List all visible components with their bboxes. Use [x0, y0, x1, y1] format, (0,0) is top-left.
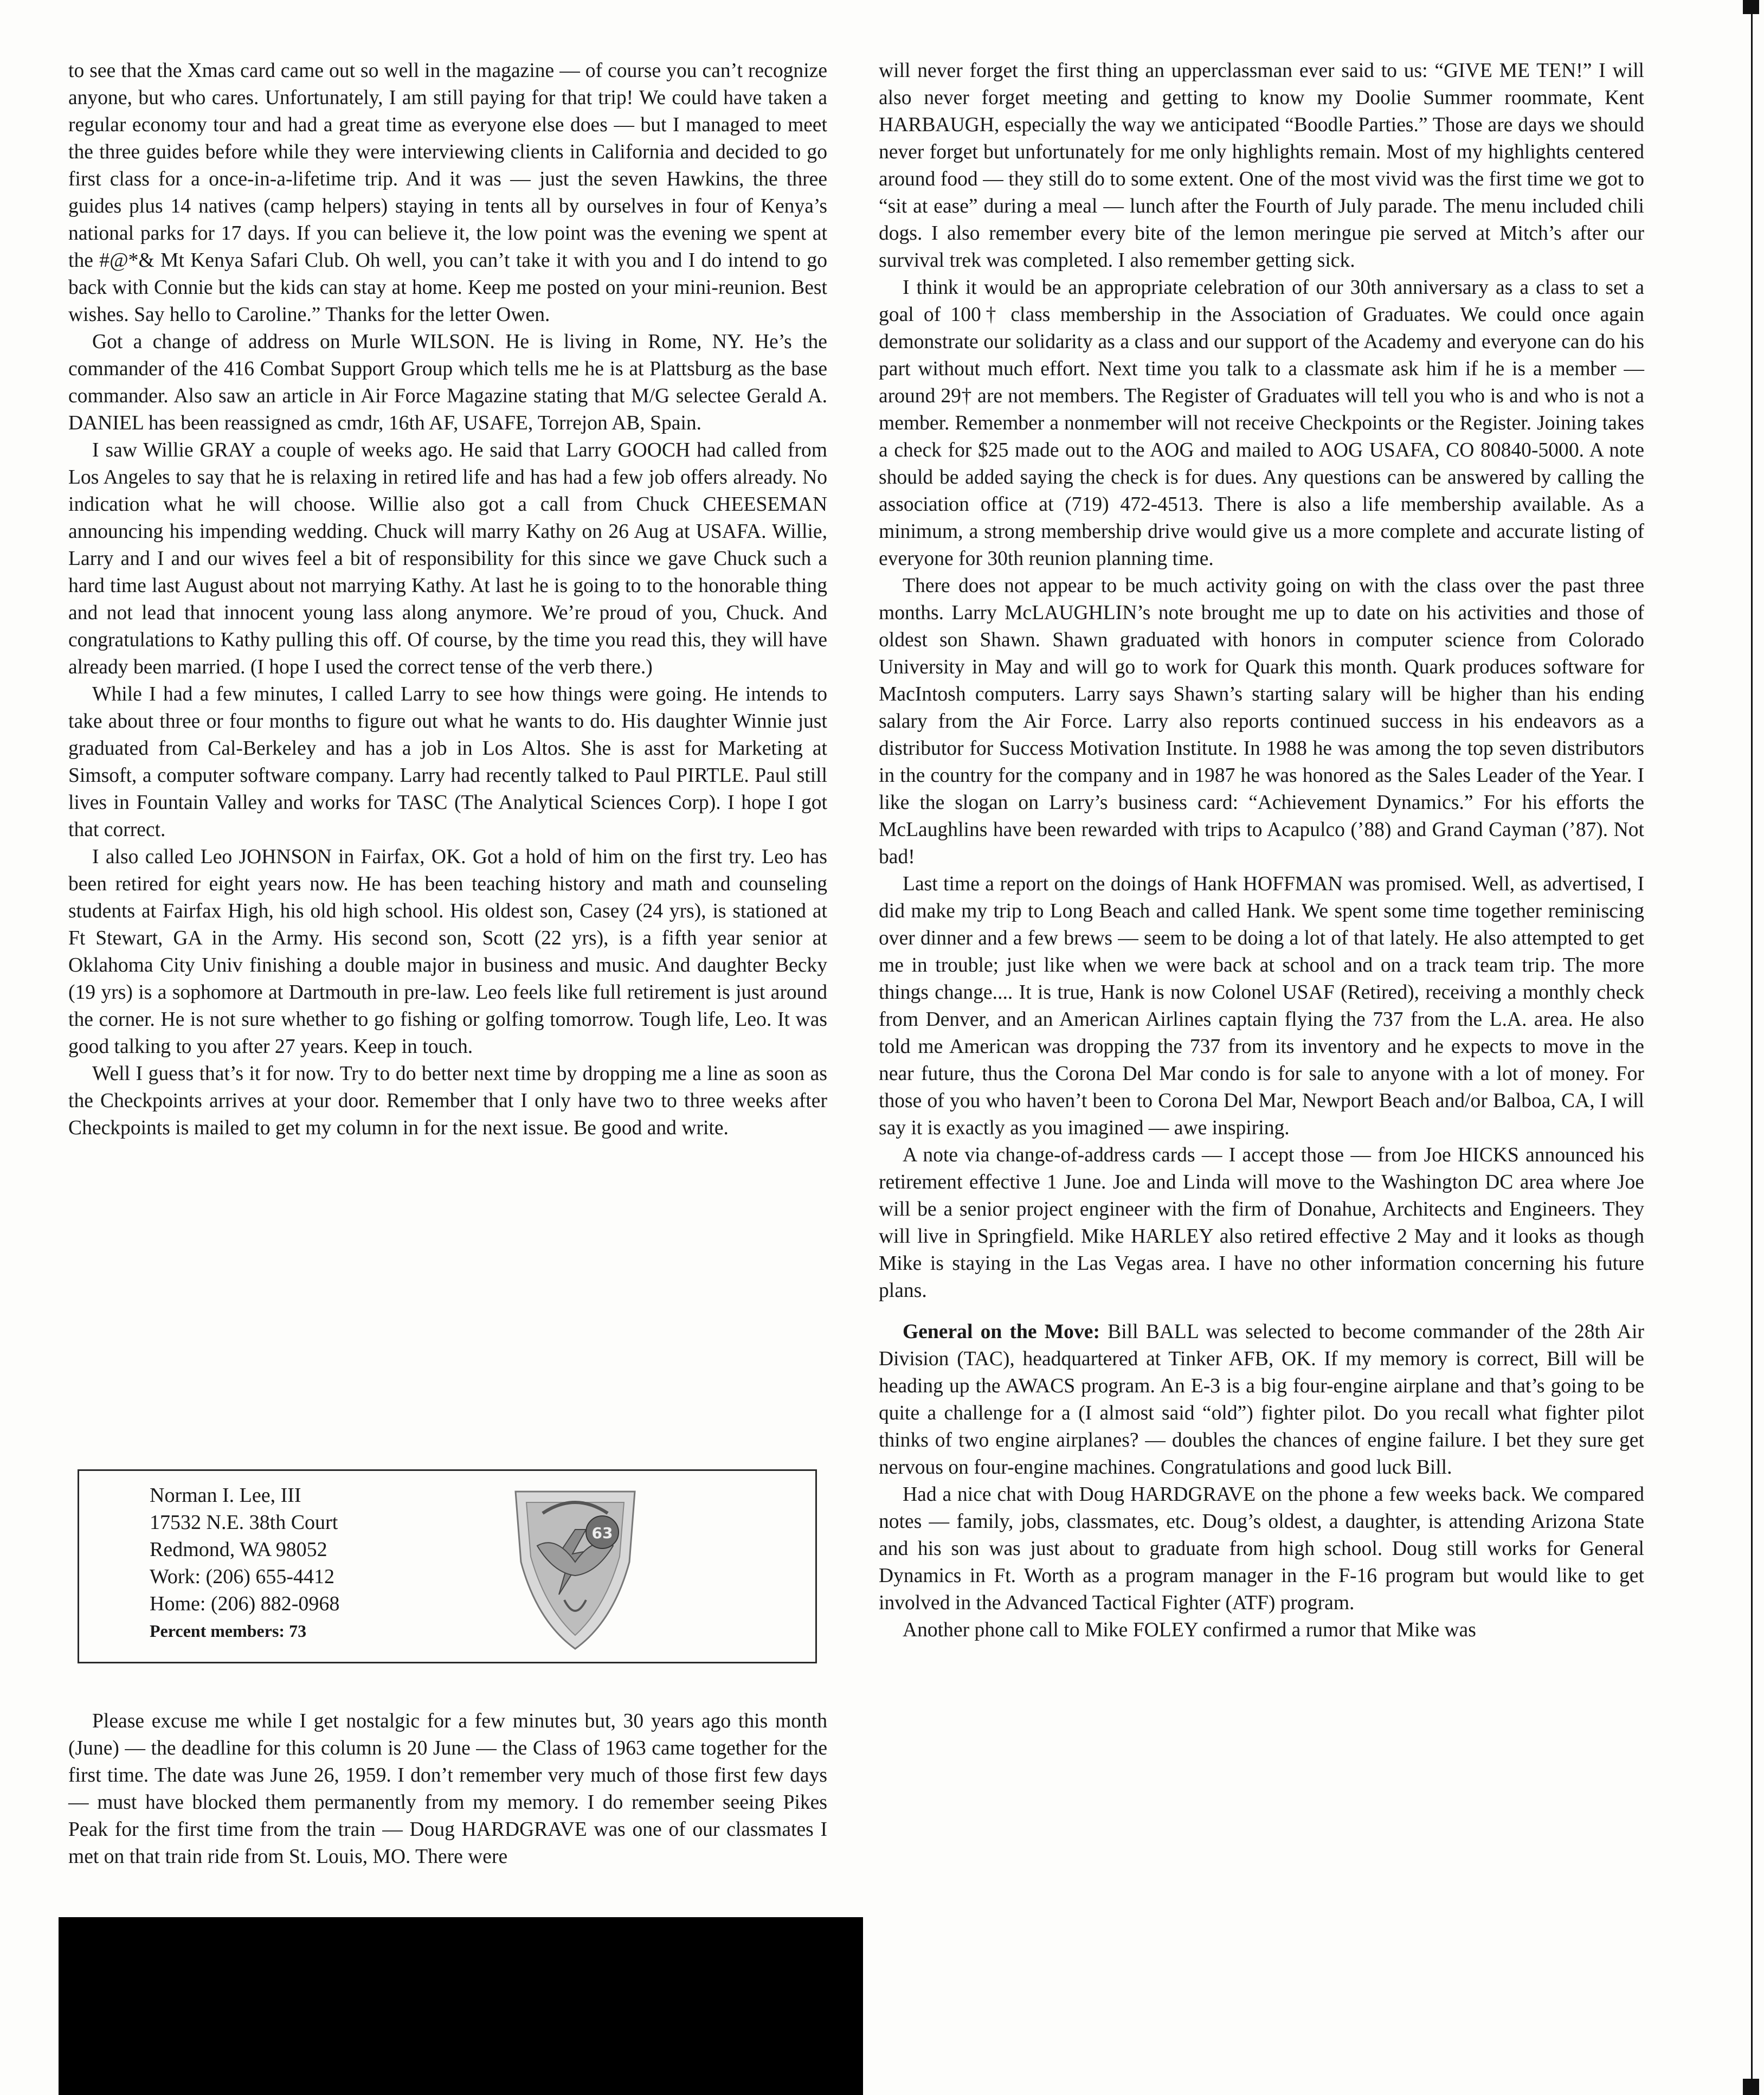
- paragraph: While I had a few minutes, I called Larry to see how things were going. He intends to take about three or four months to figure out what he wants to do. His daughter Winnie just graduated from Cal-Berkeley and has a job in Los Altos. She is asst for Marketing at Simsoft, a computer software company. Larry had recently talked to Paul PIRTLE. Paul still lives in Fountain Valley and works for TASC (The Analytical Sciences Corp). I hope I got that correct.: [68, 683, 827, 841]
- paragraph: There does not appear to be much activity going on with the class over the past three months. Larry McLAUGHLIN’s note brought me up to date on his activities and those of oldest son Shawn. Shawn graduated with honors in computer science from Colorado University in May and will go to work for Quark this month. Quark produces software for MacIntosh computers. Larry says Shawn’s starting salary will be higher than his ending salary from the Air Force. Larry also reports continued success in his endeavors as a distributor for Success Motivation Institute. In 1988 he was among the top seven distributors in the country for the company and in 1987 he was honored as the Sales Leader of the Year. I like the slogan on Larry’s business card: “Achievement Dynamics.” For his efforts the McLaughlins have been rewarded with trips to Acapulco (’88) and Grand Cayman (’87). Not bad!: [879, 575, 1644, 868]
- contact-city: Redmond, WA 98052: [150, 1538, 327, 1561]
- redaction-bar: [59, 1917, 863, 2095]
- paragraph: Well I guess that’s it for now. Try to do better next time by dropping me a line as soon as the Checkpoints arrives at your door. Remember that I only have two to three weeks after Checkpoints is mailed to get my column in for the next issue. Be good and write.: [68, 1063, 827, 1139]
- paragraph: A note via change-of-address cards — I accept those — from Joe HICKS announced his retirement effective 1 June. Joe and Linda will move to the Washington DC area where Joe will be a senior project engineer with the firm of Donahue, Architects and Engineers. They will live in Springfield. Mike HARLEY also retired effective 2 May and it looks as though Mike is staying in the Las Vegas area. I have no other information concerning his future plans.: [879, 1144, 1644, 1302]
- contact-address: [150, 1482, 339, 1644]
- percent-members: Percent members: 73: [150, 1621, 307, 1641]
- paragraph: to see that the Xmas card came out so well in the magazine — of course you can’t recognize anyone, but who cares. Unfortunately, I am still paying for that trip! We could have taken a regular economy tour and had a great time as everyone else does — but I managed to meet the three guides before while they were interviewing clients in California and decided to go first class for a once-in-a-lifetime trip. And it was — just the seven Hawkins, the three guides plus 14 natives (camp helpers) staying in tents all by ourselves in four of Kenya’s national parks for 17 days. If you can believe it, the low point was the evening we spent at the #@*& Mt Kenya Safari Club. Oh well, you can’t take it with you and I do intend to go back with Connie but the kids can stay at home. Keep me posted on your mini-reunion. Best wishes. Say hello to Caroline.” Thanks for the letter Owen.: [68, 60, 827, 326]
- paragraph: Had a nice chat with Doug HARDGRAVE on the phone a few weeks back. We compared notes — family, jobs, classmates, etc. Doug’s oldest, a daughter, is attending Arizona State and his son was just about to graduate from high school. Doug still works for General Dynamics in Ft. Worth as a program manager in the F-16 program but would like to get involved in the Advanced Tactical Fighter (ATF) program.: [879, 1483, 1644, 1614]
- contact-street: 17532 N.E. 38th Court: [150, 1511, 338, 1534]
- paragraph: I saw Willie GRAY a couple of weeks ago. He said that Larry GOOCH had called from Los Angeles to say that he is relaxing in retired life and has had a few job offers already. No indication what he will choose. Willie also got a call from Chuck CHEESEMAN announcing his impending wedding. Chuck will marry Kathy on 26 Aug at USAFA. Willie, Larry and I and our wives feel a bit of responsibility for this since we gave Chuck such a hard time last August about not marrying Kathy. At last he is going to to the honorable thing and not lead that innocent young lass along anymore. We’re proud of you, Chuck. And congratulations to Kathy pulling this off. Of course, by the time you read this, they will have already been married. (I hope I used the correct tense of the verb there.): [68, 439, 827, 678]
- paragraph: Another phone call to Mike FOLEY confirmed a rumor that Mike was: [903, 1619, 1476, 1641]
- right-column: [879, 57, 1644, 1644]
- page-edge-mark: [1743, 2079, 1759, 2095]
- contact-name: Norman I. Lee, III: [150, 1484, 301, 1507]
- contact-home-phone: Home: (206) 882-0968: [150, 1592, 340, 1615]
- paragraph: will never forget the first thing an upperclassman ever said to us: “GIVE ME TEN!” I will also never forget meeting and getting to know my Doolie Summer roommate, Kent HARBAUGH, especially the way we anticipated “Boodle Parties.” Those are days we should never forget but unfortunately for me only highlights remain. Most of my highlights centered around food — they still do to some extent. One of the most vivid was the first time we got to “sit at ease” during a meal — lunch after the Fourth of July parade. The menu included chili dogs. I also remember every bite of the lemon meringue pie served at Mitch’s after our survival trek was completed. I also remember getting sick.: [879, 60, 1644, 272]
- left-column-lower: [68, 1708, 827, 1871]
- section-heading: General on the Move:: [903, 1321, 1100, 1343]
- paragraph: Please excuse me while I get nostalgic for a few minutes but, 30 years ago this month (June) — the deadline for this column is 20 June — the Class of 1963 came together for the first time. The date was June 26, 1959. I don’t remember very much of those first few days — must have blocked them permanently from my memory. I do remember seeing Pikes Peak for the first time from the train — Doug HARDGRAVE was one of our classmates I met on that train ride from St. Louis, MO. There were: [68, 1710, 827, 1868]
- general-on-the-move-paragraph: [879, 1319, 1644, 1481]
- paragraph: I also called Leo JOHNSON in Fairfax, OK. Got a hold of him on the first try. Leo has been retired for eight years now. He has been teaching history and math and counseling students at Fairfax High, his old high school. His oldest son, Casey (24 yrs), is stationed at Ft Stewart, GA in the Army. His second son, Scott (22 yrs), is a fifth year senior at Oklahoma City Univ finishing a double major in business and music. And daughter Becky (19 yrs) is a sophomore at Dartmouth in pre-law. Leo feels like full retirement is just around the corner. He is not sure whether to go fishing or golfing tomorrow. Tough life, Leo. It was good talking to you after 27 years. Keep in touch.: [68, 846, 827, 1058]
- contact-work-phone: Work: (206) 655-4412: [150, 1565, 334, 1588]
- contact-box: [78, 1469, 817, 1663]
- page-edge-line: [1751, 0, 1753, 2095]
- class-crest-icon: [505, 1481, 646, 1654]
- paragraph-text: Bill BALL was selected to become commander of the 28th Air Division (TAC), headquartered at Tinker AFB, OK. If my memory is correct, Bill will be heading up the AWACS program. An E-3 is a big four-engine airplane and that’s going to be quite a challenge for a (I almost said “old”) fighter pilot. Do you recall what fighter pilot thinks of two engine airplanes? — doubles the chances of engine failure. I bet they sure get nervous on four-engine machines. Congratulations and good luck Bill.: [879, 1321, 1644, 1479]
- paragraph: I think it would be an appropriate celebration of our 30th anniversary as a class to set a goal of 100† class membership in the Association of Graduates. We could once again demonstrate our solidarity as a class and our support of the Academy and everyone can do his part without much effort. Next time you talk to a classmate ask him if he is a member — around 29† are not members. The Register of Graduates will tell you who is and who is not a member. Remember a nonmember will not receive Checkpoints or the Register. Joining takes a check for $25 made out to the AOG and mailed to AOG USAFA, CO 80840-5000. A note should be added saying the check is for dues. Any questions can be answered by calling the association office at (719) 472-4513. There is also a life membership available. As a minimum, a strong membership drive would give us a more complete and accurate listing of everyone for 30th reunion planning time.: [879, 277, 1644, 570]
- left-column: [68, 57, 827, 1142]
- paragraph: Last time a report on the doings of Hank HOFFMAN was promised. Well, as advertised, I did make my trip to Long Beach and called Hank. We spent some time together reminiscing over dinner and a few brews — seem to be doing a lot of that lately. He also attempted to get me in trouble; just like when we were back at school and on a track team trip. The more things change.... It is true, Hank is now Colonel USAF (Retired), receiving a monthly check from Denver, and an American Airlines captain flying the 737 from the L.A. area. He also told me American was dropping the 737 from its inventory and he expects to move in the near future, thus the Corona Del Mar condo is for sale to anyone with a lot of money. For those of you who haven’t been to Corona Del Mar, Newport Beach and/or Balboa, CA, I will say it is exactly as you imagined — awe inspiring.: [879, 873, 1644, 1139]
- crest-label: 63: [591, 1524, 613, 1542]
- paragraph: Got a change of address on Murle WILSON. He is living in Rome, NY. He’s the commander of the 416 Combat Support Group which tells me he is at Plattsburg as the base commander. Also saw an article in Air Force Magazine stating that M/G selectee Gerald A. DANIEL has been reassigned as cmdr, 16th AF, USAFE, Torrejon AB, Spain.: [68, 331, 827, 434]
